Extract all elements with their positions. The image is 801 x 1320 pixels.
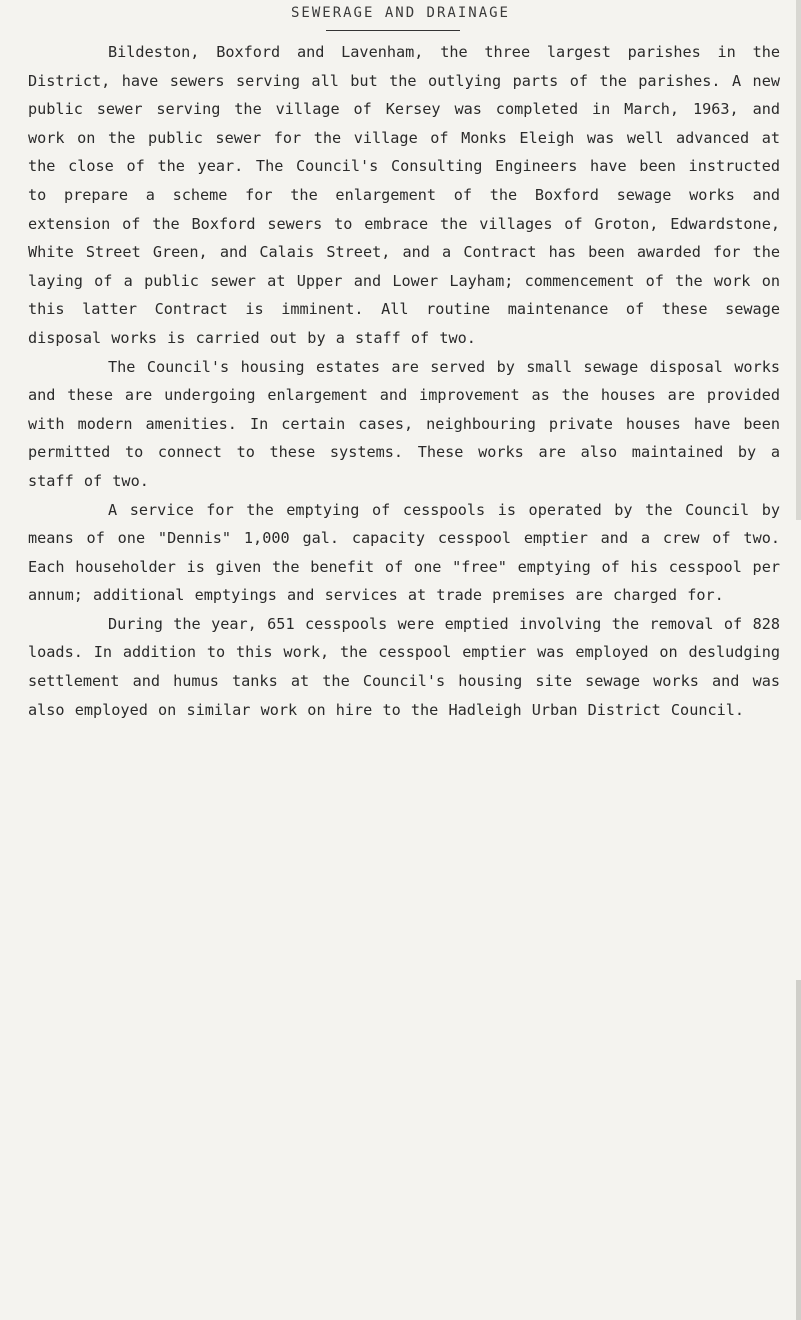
body-text <box>28 38 780 724</box>
paragraph-housing-estates: The Council's housing estates are served by small sewage disposal works and these are undergoing enlargement and improvement as the houses are provided with modern amenities. In certain cases, neighbouring private houses have been permitted to connect to these systems. These works are also maintained by a staff of two. <box>28 357 780 490</box>
paragraph-cesspool-service: A service for the emptying of cesspools is operated by the Council by means of one "Dennis" 1,000 gal. capacity cesspool emptier and a crew of two. Each householder is given the benefit of one "free" emptying of his cesspool per annum; additional emptyings and services at trade premises are charged for. <box>28 500 780 605</box>
paragraph-sewers: Bildeston, Boxford and Lavenham, the three largest parishes in the District, have sewers serving all but the outlying parts of the parishes. A new public sewer serving the village of Kersey was completed in March, 1963, and work on the public sewer for the village of Monks Eleigh was well advanced at the close of the year. The Council's Consulting Engineers have been instructed to prepare a scheme for the enlargement of the Boxford sewage works and extension of the Boxford sewers to embrace the villages of Groton, Edwardstone, White Street Green, and Calais Street, and a Contract has been awarded for the laying of a public sewer at Upper and Lower Layham; commencement of the work on this latter Contract is imminent. All routine maintenance of these sewage disposal works is carried out by a staff of two. <box>28 43 780 347</box>
scan-edge-shadow-lower <box>796 980 801 1320</box>
section-heading: SEWERAGE AND DRAINAGE <box>290 5 510 21</box>
scan-edge-shadow <box>796 0 801 520</box>
paragraph-year-summary: During the year, 651 cesspools were emptied involving the removal of 828 loads. In addition to this work, the cesspool emptier was employed on desludging settlement and humus tanks at the Council's housing site sewage works and was also employed on similar work on hire to the Hadleigh Urban District Council. <box>28 614 780 719</box>
heading-underline <box>326 30 460 31</box>
